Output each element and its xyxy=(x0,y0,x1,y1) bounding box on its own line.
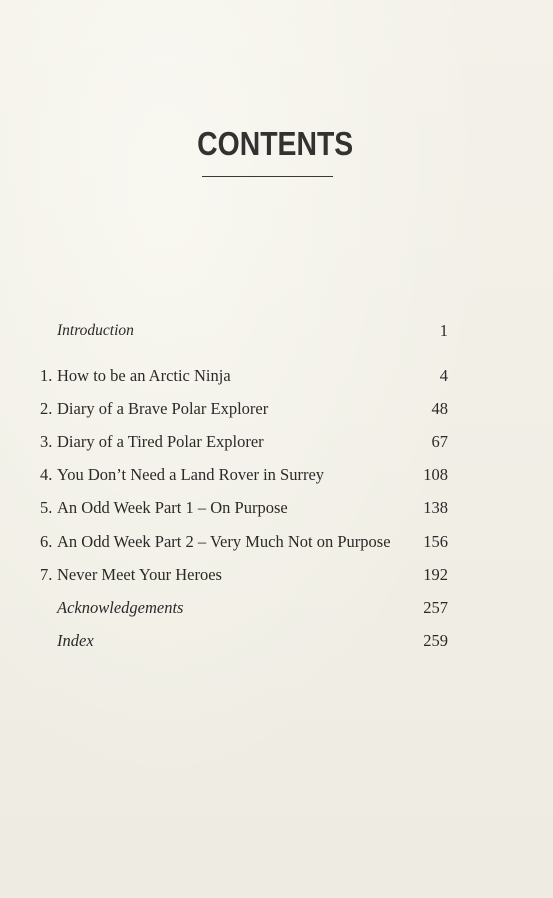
toc-entry-page: 108 xyxy=(423,465,448,484)
toc-entry-page: 259 xyxy=(423,631,448,650)
toc-entry-label: You Don’t Need a Land Rover in Surrey xyxy=(57,465,325,484)
toc-entry-chapter-5 xyxy=(40,496,450,520)
toc-entry-page: 67 xyxy=(431,432,448,451)
toc-entry-page: 257 xyxy=(423,598,448,617)
toc-entry-number: 1. xyxy=(40,366,53,385)
title-underline xyxy=(202,176,333,177)
toc-entry-label: Index xyxy=(57,631,94,650)
toc-entry-number: 6. xyxy=(40,532,53,551)
toc-entry-acknowledgements xyxy=(40,596,450,620)
toc-entry-chapter-1 xyxy=(40,364,450,388)
toc-entry-number: 2. xyxy=(40,399,53,418)
toc-entry-chapter-3 xyxy=(40,430,450,454)
toc-entry-page: 1 xyxy=(439,321,448,340)
toc-entry-label: Never Meet Your Heroes xyxy=(57,565,222,584)
toc-entry-introduction xyxy=(40,319,450,343)
toc-entry-page: 192 xyxy=(423,565,448,584)
toc-entry-chapter-7 xyxy=(40,563,450,587)
page-title: CONTENTS xyxy=(197,125,354,162)
toc-entry-number: 4. xyxy=(40,465,53,484)
toc-entry-label: Acknowledgements xyxy=(57,598,184,617)
toc-entry-page: 138 xyxy=(423,498,448,517)
toc-entry-number: 5. xyxy=(40,498,53,517)
toc-entry-number: 7. xyxy=(40,565,53,584)
toc-entry-chapter-2 xyxy=(40,397,450,421)
toc-entry-index xyxy=(40,629,450,653)
toc-entry-label: Diary of a Brave Polar Explorer xyxy=(57,399,269,418)
toc-entry-number: 3. xyxy=(40,432,53,451)
toc-entry-label: How to be an Arctic Ninja xyxy=(57,366,231,385)
toc-entry-label: An Odd Week Part 1 – On Purpose xyxy=(57,498,288,517)
toc-entry-page: 4 xyxy=(439,366,448,385)
toc-entry-page: 156 xyxy=(423,532,448,551)
toc-entry-chapter-6 xyxy=(40,530,450,554)
toc-entry-label: Diary of a Tired Polar Explorer xyxy=(57,432,264,451)
toc-entry-label: An Odd Week Part 2 – Very Much Not on Purpose xyxy=(57,532,391,551)
toc-entry-label: Introduction xyxy=(57,322,134,339)
toc-entry-page: 48 xyxy=(431,399,448,418)
toc-entry-chapter-4 xyxy=(40,463,450,487)
